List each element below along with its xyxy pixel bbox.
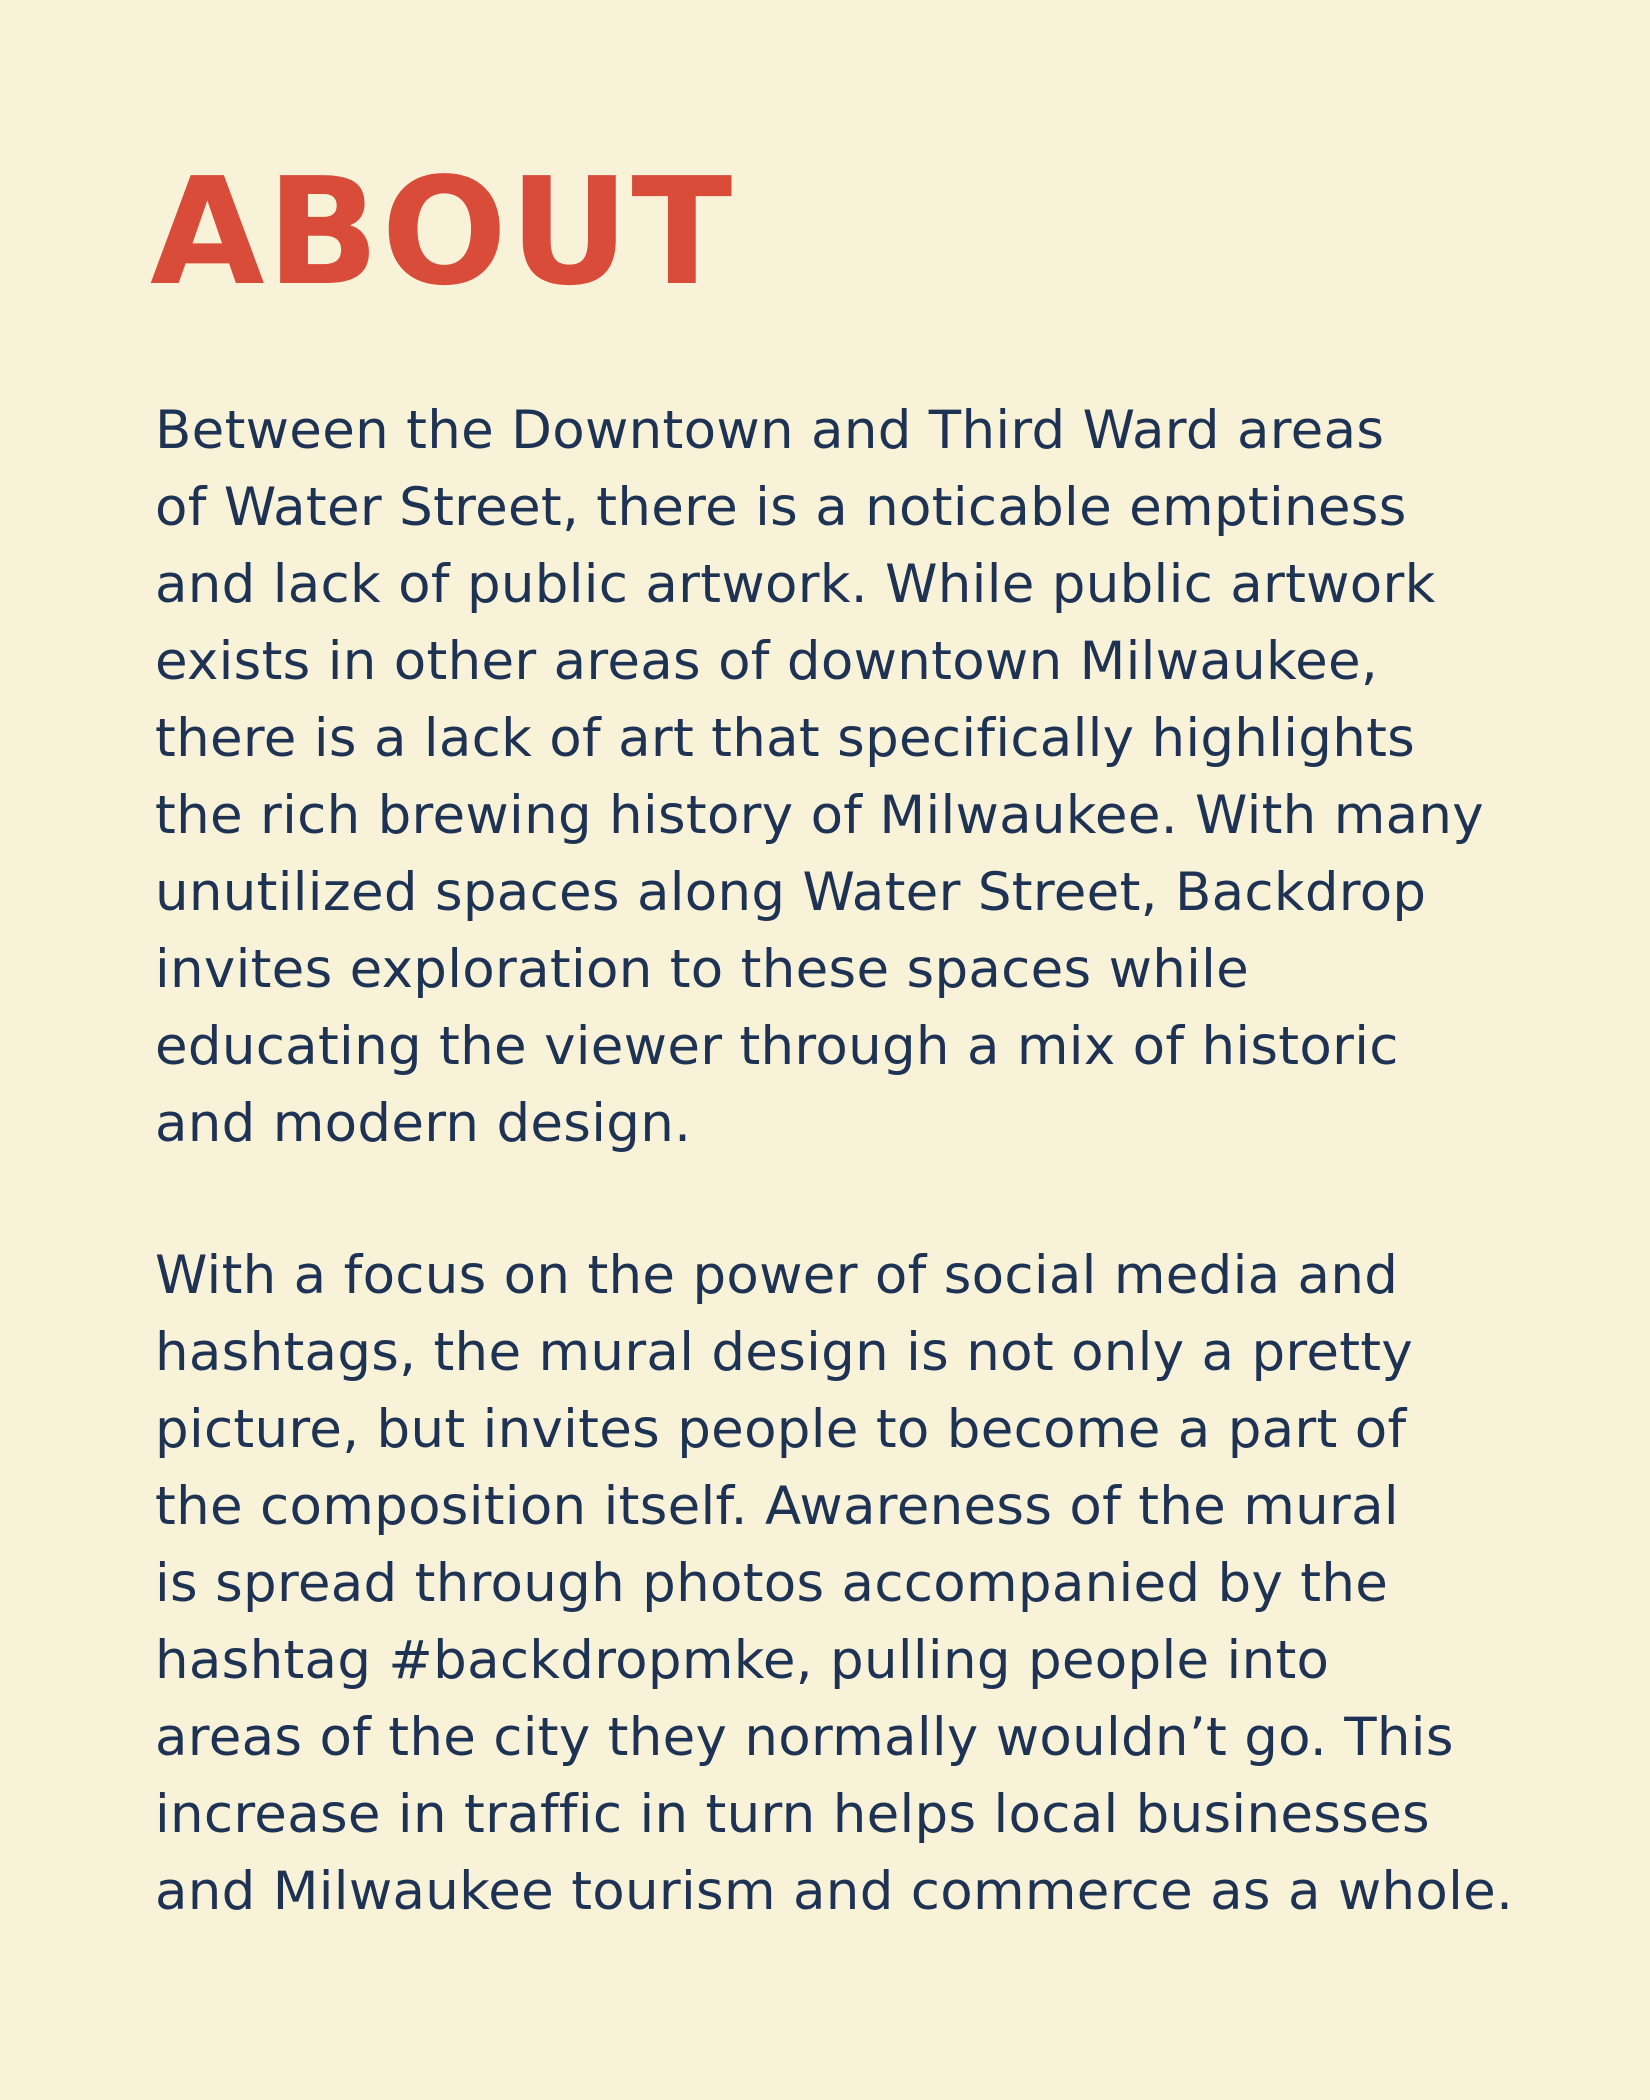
- paragraph-line: the rich brewing history of Milwaukee. With many: [155, 785, 1484, 846]
- paragraph-line: and lack of public artwork. While public artwork: [155, 554, 1436, 615]
- about-paragraph-1: [155, 392, 1484, 1162]
- paragraph-line: picture, but invites people to become a part of: [155, 1399, 1407, 1460]
- paragraph-line: the composition itself. Awareness of the mural: [155, 1476, 1399, 1537]
- paragraph-line: there is a lack of art that specifically highlights: [155, 708, 1416, 769]
- paragraph-line: unutilized spaces along Water Street, Backdrop: [155, 862, 1427, 923]
- paragraph-line: of Water Street, there is a noticable emptiness: [155, 477, 1407, 538]
- paragraph-line: and modern design.: [155, 1093, 692, 1154]
- page-title: ABOUT: [150, 146, 735, 318]
- paragraph-line: increase in traffic in turn helps local businesses: [155, 1784, 1430, 1845]
- paragraph-line: exists in other areas of downtown Milwaukee,: [155, 631, 1379, 692]
- paragraph-line: hashtag #backdropmke, pulling people into: [155, 1630, 1330, 1691]
- paragraph-line: With a focus on the power of social media and: [155, 1245, 1399, 1306]
- paragraph-line: invites exploration to these spaces while: [155, 939, 1250, 1000]
- about-paragraph-2: [155, 1237, 1513, 1930]
- paragraph-line: is spread through photos accompanied by the: [155, 1553, 1389, 1614]
- paragraph-line: Between the Downtown and Third Ward areas: [155, 400, 1385, 461]
- paragraph-line: educating the viewer through a mix of historic: [155, 1016, 1399, 1077]
- paragraph-line: and Milwaukee tourism and commerce as a whole.: [155, 1861, 1514, 1922]
- paragraph-line: hashtags, the mural design is not only a pretty: [155, 1322, 1414, 1383]
- paragraph-line: areas of the city they normally wouldn’t go. This: [155, 1707, 1454, 1768]
